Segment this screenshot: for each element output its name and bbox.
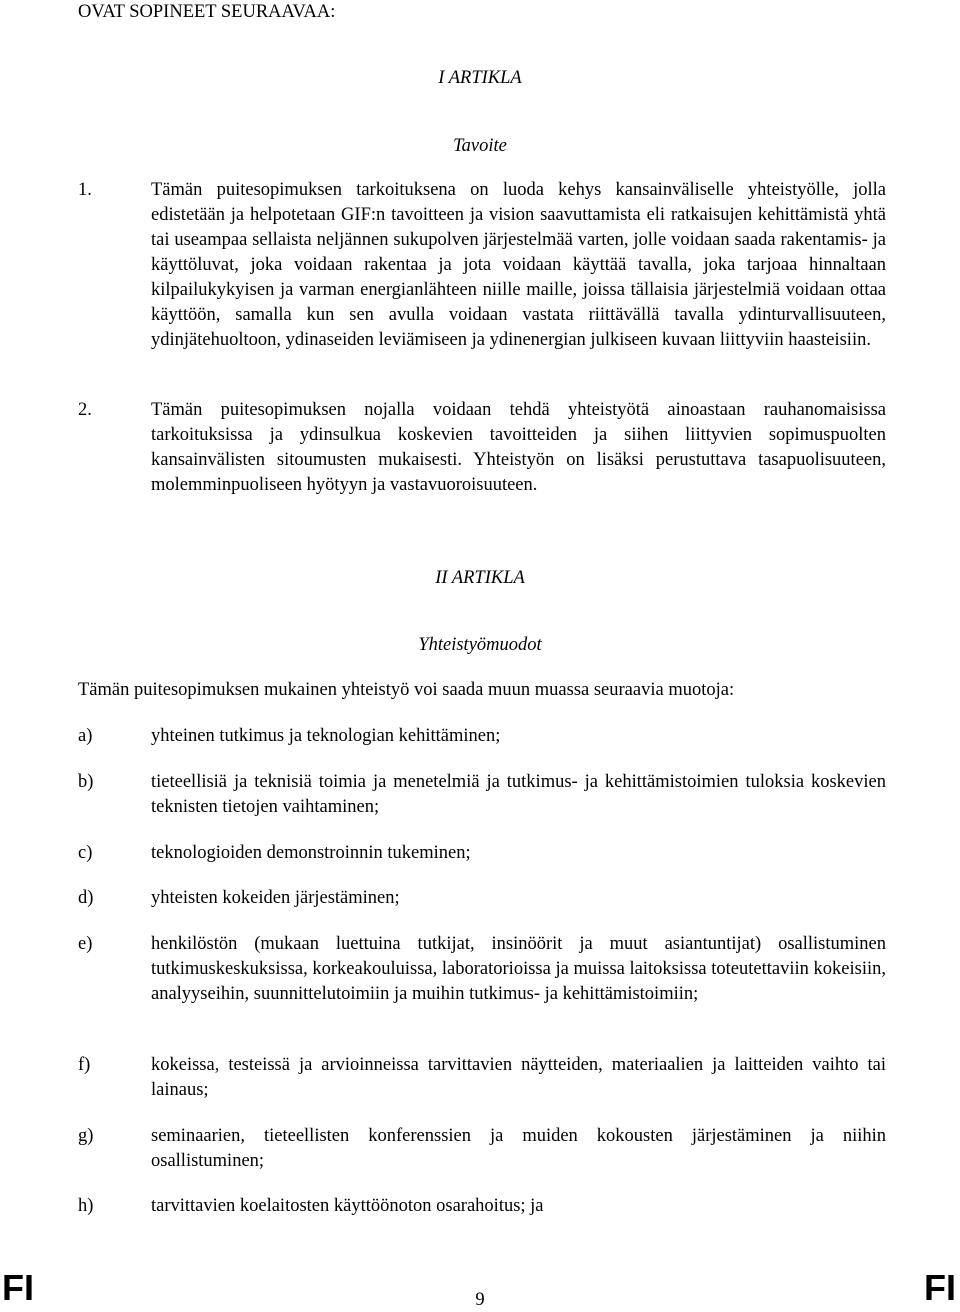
list-marker: a) xyxy=(78,726,93,746)
list-item-text: henkilöstön (mukaan luettuina tutkijat, insinöörit ja muut asiantuntijat) osallistuminen tutkimuskeskuksissa, korkeakouluissa, laboratorioissa ja muissa laitoksissa toteutettaviin kokeisiin, analyyseihin, suunnittelutoimiin ja muihin tutkimus- ja kehittämistoimiin; xyxy=(151,934,886,1004)
paragraph-number: 1. xyxy=(78,180,92,200)
article-2-subtitle: Yhteistyömuodot xyxy=(418,635,542,655)
list-item-text: tieteellisiä ja teknisiä toimia ja menetelmiä ja tutkimus- ja kehittämistoimien tuloksia koskevien teknisten tietojen vaihtaminen; xyxy=(151,772,886,817)
list-item-text: kokeissa, testeissä ja arvioinneissa tarvittavien näytteiden, materiaalien ja laitteiden vaihto tai lainaus; xyxy=(151,1055,886,1100)
list-marker: h) xyxy=(78,1196,94,1216)
list-item xyxy=(78,770,886,820)
list-marker: b) xyxy=(78,772,94,792)
list-item xyxy=(78,886,886,911)
article-2-intro: Tämän puitesopimuksen mukainen yhteistyö voi saada muun muassa seuraavia muotoja: xyxy=(78,680,735,700)
footer-language-code-left: FI xyxy=(2,1267,34,1308)
paragraph-text: Tämän puitesopimuksen nojalla voidaan tehdä yhteistyötä ainoastaan rauhanomaisissa tarkoituksissa ja ydinsulkua koskevien tavoitteiden ja siihen liittyvien sopimuspuolten kansainvälisten sitoumusten mukaisesti. Yhteistyön on lisäksi perustuttava tasapuolisuuteen, molemminpuoliseen hyötyyn ja vastavuoroisuuteen. xyxy=(151,400,886,495)
list-marker: g) xyxy=(78,1126,94,1146)
article-1-subtitle: Tavoite xyxy=(453,136,507,156)
paragraph-number: 2. xyxy=(78,400,92,420)
list-item xyxy=(78,724,886,749)
list-marker: d) xyxy=(78,888,94,908)
list-item xyxy=(78,1124,886,1174)
list-item-text: yhteisten kokeiden järjestäminen; xyxy=(151,888,400,908)
list-marker: f) xyxy=(78,1055,91,1075)
paragraph-text: Tämän puitesopimuksen tarkoituksena on luoda kehys kansainväliselle yhteistyölle, jolla edistetään ja helpotetaan GIF:n tavoitteen ja vision saavuttamista eli ratkaisujen kehittämistä yhtä tai useampaa sellaista neljännen sukupolven järjestelmää varten, jolle voidaan saada rakentamis- ja käyttöluvat, joka voidaan rakentaa ja jota voidaan käyttää tavalla, joka tarjoaa hinnaltaan kilpailukykyisen ja varman energianlähteen niille maille, joissa tällaisia järjestelmiä voidaan ottaa käyttöön, samalla kun sen avulla voidaan vastata riittävällä tavalla ydinturvallisuuteen, ydinjätehuoltoon, ydinaseiden leviämiseen ja ydinenergian julkiseen kuvaan liittyviin haasteisiin. xyxy=(151,180,886,350)
footer-language-code-right: FI xyxy=(924,1267,956,1308)
list-item-text: yhteinen tutkimus ja teknologian kehittäminen; xyxy=(151,726,501,746)
list-item-text: teknologioiden demonstroinnin tukeminen; xyxy=(151,843,471,863)
list-item-text: tarvittavien koelaitosten käyttöönoton osarahoitus; ja xyxy=(151,1196,544,1216)
list-item xyxy=(78,1053,886,1103)
article-2-title: II ARTIKLA xyxy=(435,568,525,588)
article-1-paragraph-2 xyxy=(78,398,886,498)
list-item xyxy=(78,841,886,866)
article-1-paragraph-1 xyxy=(78,178,886,353)
page-number: 9 xyxy=(475,1290,485,1310)
list-marker: e) xyxy=(78,934,93,954)
agreement-header: OVAT SOPINEET SEURAAVAA: xyxy=(78,2,336,22)
list-item xyxy=(78,932,886,1007)
list-item-text: seminaarien, tieteellisten konferenssien ja muiden kokousten järjestäminen ja niihin osallistuminen; xyxy=(151,1126,886,1171)
list-item xyxy=(78,1194,886,1219)
list-marker: c) xyxy=(78,843,93,863)
article-1-title: I ARTIKLA xyxy=(438,68,522,88)
